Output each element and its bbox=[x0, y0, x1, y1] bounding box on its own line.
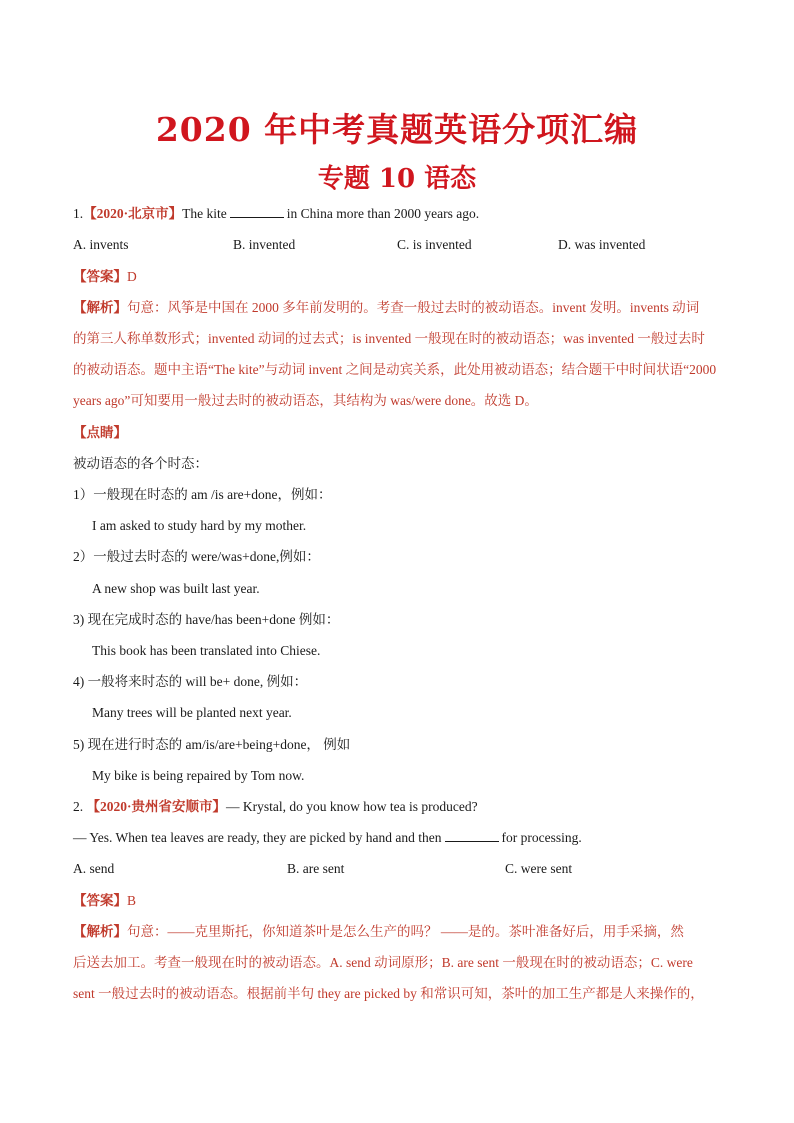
tip-example-5: My bike is being repaired by Tom now. bbox=[92, 768, 305, 783]
q2-analysis-label: 【解析】 bbox=[73, 924, 127, 939]
q2-option-a: A. send bbox=[73, 861, 115, 876]
q1-analysis-line-2: 的第三人称单数形式；invented 动词的过去式；is invented 一般现在时的被动语态；was invented 一般过去时 bbox=[73, 331, 705, 346]
q2-stem-line-2: — Yes. When tea leaves are ready, they are picked by hand and then for processing. bbox=[73, 830, 582, 845]
q2-analysis-line-2: 后送去加工。考查一般现在时的被动语态。A. send 动词原形；B. are sent 一般现在时的被动语态；C. were bbox=[73, 955, 693, 970]
tip-example-3: This book has been translated into Chiese. bbox=[92, 643, 321, 658]
q1-stem-before: The kite bbox=[182, 206, 227, 221]
tip-example-1: I am asked to study hard by my mother. bbox=[92, 518, 307, 533]
q1-answer-value: D bbox=[127, 269, 137, 284]
q2-answer-value: B bbox=[127, 893, 137, 908]
q1-answer bbox=[73, 267, 137, 287]
q1-option-a: A. invents bbox=[73, 237, 129, 252]
q1-tip-label: 【点睛】 bbox=[73, 425, 127, 440]
q2-analysis-line-1: 【解析】句意：——克里斯托，你知道茶叶是怎么生产的吗？ ——是的。茶叶准备好后，用手采摘，然 bbox=[73, 924, 684, 939]
q2-option-b: B. are sent bbox=[287, 861, 345, 876]
q2-number: 2. bbox=[73, 799, 84, 814]
q1-tip-intro: 被动语态的各个时态： bbox=[73, 456, 208, 471]
tip-example-2: A new shop was built last year. bbox=[92, 581, 260, 596]
q1-analysis-line-1: 【解析】句意：风筝是中国在 2000 多年前发明的。考查一般过去时的被动语态。invent 发明。invents 动词 bbox=[73, 300, 700, 315]
q1-option-d: D. was invented bbox=[558, 237, 646, 252]
q2-answer bbox=[73, 891, 136, 911]
q2-answer-label: 【答案】 bbox=[73, 893, 127, 908]
q2-analysis-line-3: sent 一般过去时的被动语态。根据前半句 they are picked by 和常识可知，茶叶的加工生产都是人来操作的， bbox=[73, 986, 704, 1001]
q1-blank bbox=[230, 204, 284, 218]
tip-example-4: Many trees will be planted next year. bbox=[92, 705, 292, 720]
q2-source: 【2020·贵州省安顺市】 bbox=[86, 799, 227, 814]
q1-answer-label: 【答案】 bbox=[73, 269, 127, 284]
q1-source: 【2020·北京市】 bbox=[83, 206, 183, 221]
tip-rule-4: 4) 一般将来时态的 will be+ done, 例如： bbox=[73, 674, 308, 689]
q1-option-c: C. is invented bbox=[397, 237, 472, 252]
tip-rule-3: 3) 现在完成时态的 have/has been+done 例如： bbox=[73, 612, 340, 627]
q1-stem-after: in China more than 2000 years ago. bbox=[286, 206, 480, 221]
tip-rule-1: 1）一般现在时态的 am /is are+done，例如： bbox=[73, 487, 332, 502]
document-title: 2020 年中考真题英语分项汇编 bbox=[155, 110, 639, 149]
q2-stem-line-1: 2. 【2020·贵州省安顺市】— Krystal, do you know how tea is produced? bbox=[73, 799, 478, 814]
q2-option-c: C. were sent bbox=[505, 861, 573, 876]
q1-analysis-line-3: 的被动语态。题中主语“The kite”与动词 invent 之间是动宾关系，此处用被动语态；结合题干中时间状语“2000 bbox=[73, 362, 717, 377]
tip-rule-2: 2）一般过去时态的 were/was+done,例如： bbox=[73, 549, 320, 564]
q2-blank bbox=[445, 828, 499, 842]
q1-number: 1. bbox=[73, 206, 84, 221]
q1-stem bbox=[73, 204, 479, 224]
tip-rule-5: 5) 现在进行时态的 am/is/are+being+done， 例如 bbox=[73, 737, 351, 752]
q1-analysis-line-4: years ago”可知要用一般过去时的被动语态，其结构为 was/were done。故选 D。 bbox=[73, 393, 538, 408]
q1-option-b: B. invented bbox=[233, 237, 296, 252]
document-subtitle: 专题 10 语态 bbox=[317, 164, 477, 194]
q1-analysis-label: 【解析】 bbox=[73, 300, 127, 315]
